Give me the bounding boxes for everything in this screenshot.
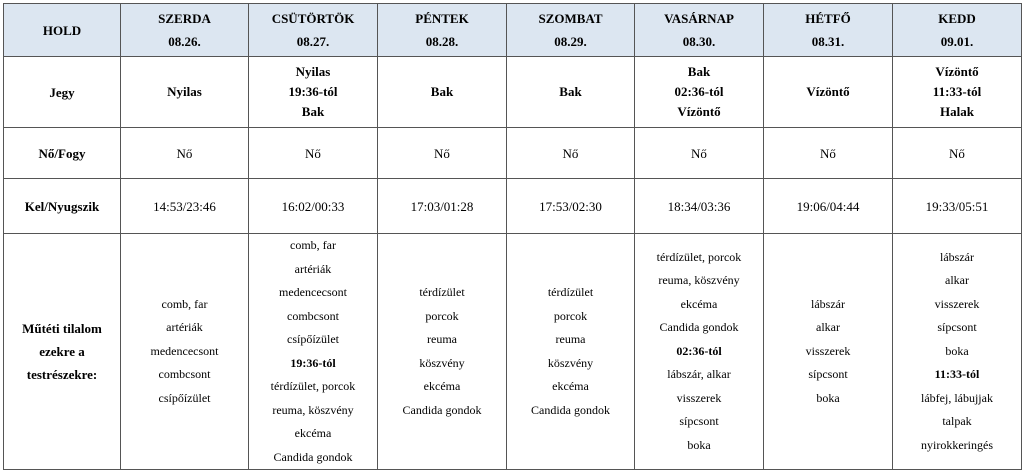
body-part-item: sípcsont (808, 367, 848, 382)
cell-line: Műtéti tilalom (22, 321, 102, 336)
jegy-cell (635, 57, 764, 128)
body-part-item: porcok (425, 308, 459, 323)
day-header (121, 4, 249, 57)
body-part-item: Candida gondok (531, 402, 610, 417)
body-part-item: boka (945, 343, 969, 358)
cell-line: Vízöntő (677, 104, 721, 119)
mutet-cell (121, 234, 249, 470)
kel-cell: 17:03/01:28 (378, 179, 507, 234)
body-part-item: Candida gondok (273, 449, 353, 464)
day-date: 08.26. (168, 34, 201, 49)
body-part-item: lábfej, lábujjak (921, 390, 993, 405)
mutet-cell (893, 234, 1022, 470)
jegy-row (4, 57, 1022, 128)
time-marker: 02:36-tól (676, 343, 722, 358)
body-part-item: sípcsont (679, 414, 719, 429)
moon-calendar-table (3, 3, 1022, 470)
body-part-item: visszerek (934, 296, 980, 311)
day-header (249, 4, 378, 57)
body-part-item: nyirokkeringés (921, 437, 993, 452)
day-header (507, 4, 635, 57)
body-part-item: reuma, köszvény (658, 273, 740, 288)
body-part-item: reuma (555, 332, 586, 346)
body-part-item: medencecsont (150, 343, 219, 358)
body-part-item: talpak (942, 414, 972, 429)
body-part-item: lábszár (811, 296, 845, 311)
body-part-item: alkar (945, 273, 969, 288)
body-part-item: sípcsont (937, 320, 977, 335)
corner-header: HOLD (4, 4, 121, 57)
fogy-cell: Nő (121, 128, 249, 179)
mutet-cell (764, 234, 893, 470)
body-part-item: artériák (166, 320, 203, 335)
mutet-cell (635, 234, 764, 470)
body-part-item: Candida gondok (402, 402, 482, 417)
body-part-item: comb, far (161, 296, 208, 311)
cell-line: 02:36-tól (674, 84, 724, 99)
day-name: HÉTFŐ (805, 11, 851, 26)
day-date: 08.31. (811, 34, 845, 49)
body-part-item: combcsont (158, 367, 211, 382)
body-part-item: artériák (294, 261, 332, 276)
time-marker: 19:36-tól (290, 355, 336, 370)
body-part-item: reuma (427, 332, 457, 346)
body-part-item: térdízület (547, 285, 594, 299)
cell-line: Bak (687, 64, 711, 79)
body-part-item: comb, far (290, 238, 336, 252)
cell-line: testrészekre: (26, 367, 98, 382)
day-name: KEDD (938, 11, 976, 26)
row-label-mutet (4, 234, 121, 470)
day-header (635, 4, 764, 57)
day-date: 08.28. (425, 34, 459, 49)
body-part-item: ekcéma (423, 379, 461, 393)
cell-line: Bak (430, 84, 454, 99)
kel-cell: 17:53/02:30 (507, 179, 635, 234)
jegy-cell (249, 57, 378, 128)
body-part-item: köszvény (547, 355, 594, 370)
body-part-item: térdízület, porcok (270, 379, 356, 393)
body-part-item: boka (687, 437, 711, 452)
body-part-item: visszerek (676, 390, 722, 405)
day-name: SZERDA (158, 11, 211, 26)
kel-cell: 19:33/05:51 (893, 179, 1022, 234)
cell-line: Nyilas (167, 84, 202, 99)
cell-line: Nyilas (295, 64, 331, 79)
mutet-cell (507, 234, 635, 470)
cell-line: Halak (940, 104, 974, 119)
body-part-item: lábszár, alkar (667, 367, 731, 382)
fogy-row (4, 128, 1022, 179)
body-part-item: porcok (553, 308, 588, 323)
day-date: 08.29. (554, 34, 587, 49)
day-name: PÉNTEK (415, 11, 469, 26)
body-part-item: boka (816, 390, 840, 405)
mutet-cell (249, 234, 378, 470)
mutet-cell (378, 234, 507, 470)
day-name: SZOMBAT (538, 11, 603, 26)
row-label-jegy: Jegy (4, 57, 121, 128)
jegy-cell (893, 57, 1022, 128)
row-label-fogy: Nő/Fogy (4, 128, 121, 179)
body-part-item: köszvény (419, 355, 465, 370)
fogy-cell: Nő (249, 128, 378, 179)
day-name: CSÜTÖRTÖK (271, 11, 355, 26)
fogy-cell: Nő (378, 128, 507, 179)
jegy-cell (378, 57, 507, 128)
body-part-item: térdízület (419, 285, 465, 299)
kel-cell: 19:06/04:44 (764, 179, 893, 234)
body-part-item: medencecsont (279, 285, 347, 299)
body-part-item: csípőízület (287, 332, 339, 346)
body-part-item: ekcéma (552, 379, 589, 393)
row-label-kel: Kel/Nyugszik (4, 179, 121, 234)
fogy-cell: Nő (893, 128, 1022, 179)
cell-line: Bak (559, 84, 582, 99)
day-header (378, 4, 507, 57)
body-part-item: csípőízület (158, 390, 211, 405)
cell-line: ezekre a (39, 344, 85, 359)
fogy-cell: Nő (635, 128, 764, 179)
body-part-item: alkar (816, 320, 840, 335)
fogy-cell: Nő (507, 128, 635, 179)
cell-line: 11:33-tól (932, 84, 982, 99)
body-part-item: reuma, köszvény (272, 402, 354, 417)
cell-line: Vízöntő (935, 64, 979, 79)
jegy-cell (121, 57, 249, 128)
body-part-item: lábszár (940, 249, 974, 264)
day-date: 08.30. (682, 34, 716, 49)
body-part-item: ekcéma (294, 426, 332, 440)
cell-line: Bak (301, 104, 325, 119)
day-name: VASÁRNAP (664, 11, 734, 26)
kel-row (4, 179, 1022, 234)
kel-cell: 16:02/00:33 (249, 179, 378, 234)
body-part-item: ekcéma (680, 296, 718, 311)
kel-cell: 14:53/23:46 (121, 179, 249, 234)
body-part-item: térdízület, porcok (656, 249, 742, 264)
body-part-item: combcsont (287, 308, 339, 323)
day-header (893, 4, 1022, 57)
day-header (764, 4, 893, 57)
body-part-item: visszerek (805, 343, 851, 358)
kel-cell: 18:34/03:36 (635, 179, 764, 234)
cell-line: 19:36-tól (288, 84, 338, 99)
day-date: 08.27. (296, 34, 330, 49)
time-marker: 11:33-tól (934, 367, 980, 382)
fogy-cell: Nő (764, 128, 893, 179)
jegy-cell (507, 57, 635, 128)
header-row (4, 4, 1022, 57)
jegy-cell (764, 57, 893, 128)
day-date: 09.01. (940, 34, 974, 49)
mutet-row (4, 234, 1022, 470)
body-part-item: Candida gondok (659, 320, 739, 335)
cell-line: Vízöntő (806, 84, 850, 99)
